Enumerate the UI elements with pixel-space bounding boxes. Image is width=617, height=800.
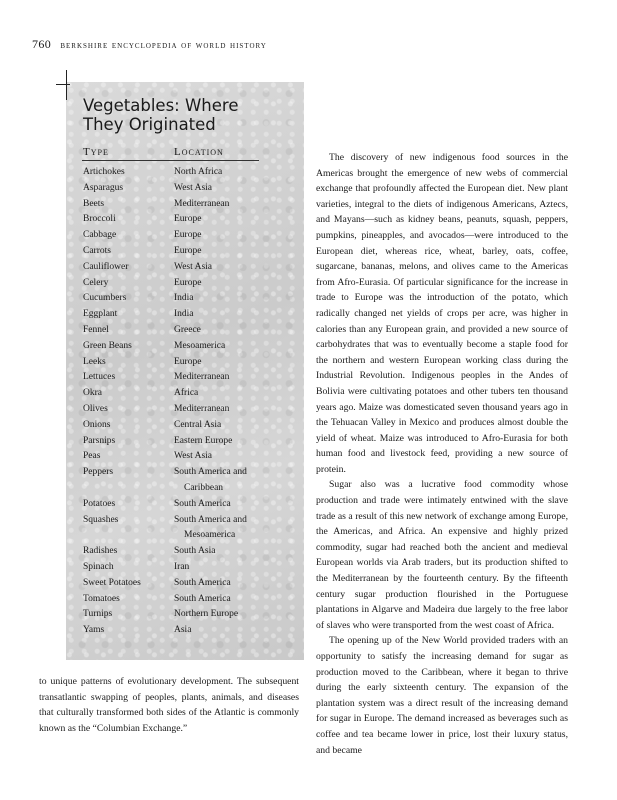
vegetable-location xyxy=(174,212,293,228)
table-row xyxy=(83,402,293,418)
vegetable-location xyxy=(174,386,293,402)
vegetable-location xyxy=(174,339,293,355)
running-title: berkshire encyclopedia of world history xyxy=(60,40,267,51)
vegetable-type: Fennel xyxy=(83,324,109,335)
vegetable-type: Parsnips xyxy=(83,435,116,446)
location-text: Northern Europe xyxy=(174,609,239,620)
table-row xyxy=(83,355,293,371)
vegetable-location xyxy=(174,497,293,513)
vegetable-type: Sweet Potatoes xyxy=(83,577,141,588)
location-text: West Asia xyxy=(174,182,213,193)
vegetable-location xyxy=(174,513,293,545)
vegetable-type: Olives xyxy=(83,403,108,414)
vegetable-type: Squashes xyxy=(83,514,119,525)
location-text: South America xyxy=(174,577,231,588)
table-row xyxy=(83,307,293,323)
table-row xyxy=(83,576,293,592)
column-header-type: Type xyxy=(83,146,109,158)
vegetable-type: Leeks xyxy=(83,356,106,367)
location-text: Europe xyxy=(174,214,202,225)
table-row xyxy=(83,212,293,228)
vegetable-type: Cabbage xyxy=(83,230,117,241)
vegetable-type: Okra xyxy=(83,388,102,399)
table-row xyxy=(83,291,293,307)
table-row xyxy=(83,623,293,639)
location-text: Asia xyxy=(174,625,192,636)
running-header xyxy=(32,37,267,52)
location-text: Central Asia xyxy=(174,419,222,430)
vegetable-type: Peppers xyxy=(83,467,114,478)
table-row xyxy=(83,165,293,181)
location-text: South America and xyxy=(174,467,247,478)
location-text: West Asia xyxy=(174,261,213,272)
table-row xyxy=(83,181,293,197)
table-row xyxy=(83,323,293,339)
table-row xyxy=(83,465,293,497)
corner-rule-vertical xyxy=(66,70,67,100)
column-header-location: Location xyxy=(174,146,224,158)
vegetable-location xyxy=(174,291,293,307)
table-row xyxy=(83,339,293,355)
table-row xyxy=(83,513,293,545)
vegetable-type: Onions xyxy=(83,419,111,430)
location-text: North Africa xyxy=(174,167,223,177)
body-paragraph-2: Sugar also was a lucrative food commodity whose production and trade were intimately entwined with the slave trade as a result of this new network of exchange among Europe, the Americas, and Africa. An expensive and highly prized commodity, sugar had reached both the ancient and medieval European worlds via Arab traders, but its production shifted to the Mediterranean by the fourteenth century. By the fifteenth century sugar production flourished in the Portuguese plantations in Algarve and Madeira due largely to the free labor of slaves who were transported from the west coast of Africa. xyxy=(316,479,568,631)
location-text: South America xyxy=(174,498,231,509)
vegetable-location xyxy=(174,355,293,371)
location-text: South America xyxy=(174,593,231,604)
vegetable-type: Turnips xyxy=(83,609,113,620)
body-right-column xyxy=(316,150,568,758)
vegetable-location xyxy=(174,544,293,560)
vegetable-type: Radishes xyxy=(83,546,118,557)
vegetable-location xyxy=(174,181,293,197)
location-text: Europe xyxy=(174,356,202,367)
table-row xyxy=(83,260,293,276)
table-row xyxy=(83,228,293,244)
vegetable-type: Lettuces xyxy=(83,372,116,383)
vegetable-type: Asparagus xyxy=(83,182,124,193)
vegetable-type: Green Beans xyxy=(83,340,132,351)
vegetable-location xyxy=(174,307,293,323)
location-text: Africa xyxy=(174,388,199,399)
table-row xyxy=(83,418,293,434)
corner-rule-horizontal xyxy=(56,84,70,85)
table-row xyxy=(83,449,293,465)
vegetable-type: Cucumbers xyxy=(83,293,127,304)
location-text: Mediterranean xyxy=(174,372,230,383)
vegetable-type: Peas xyxy=(83,451,101,462)
vegetable-location xyxy=(174,402,293,418)
vegetable-location xyxy=(174,592,293,608)
table-row xyxy=(83,197,293,213)
vegetable-type: Eggplant xyxy=(83,309,118,320)
vegetable-type: Potatoes xyxy=(83,498,116,509)
vegetable-type: Beets xyxy=(83,198,105,209)
location-text: South Asia xyxy=(174,546,216,557)
table-row xyxy=(83,386,293,402)
vegetable-location xyxy=(174,623,293,639)
vegetable-location xyxy=(174,465,293,497)
vegetable-location xyxy=(174,418,293,434)
table-row xyxy=(83,607,293,623)
table-row xyxy=(83,434,293,450)
vegetable-location xyxy=(174,560,293,576)
vegetable-location xyxy=(174,434,293,450)
vegetable-location xyxy=(174,576,293,592)
vegetable-location xyxy=(174,276,293,292)
location-text: Mediterranean xyxy=(174,403,230,414)
vegetable-type: Broccoli xyxy=(83,214,116,225)
vegetable-type: Artichokes xyxy=(83,167,125,177)
table-row xyxy=(83,544,293,560)
table-row xyxy=(83,592,293,608)
vegetable-location xyxy=(174,197,293,213)
location-text: India xyxy=(174,293,194,304)
table-row xyxy=(83,497,293,513)
table-row xyxy=(83,244,293,260)
vegetable-type: Carrots xyxy=(83,245,111,256)
vegetable-location xyxy=(174,370,293,386)
vegetable-location xyxy=(174,607,293,623)
sidebar-title xyxy=(83,96,293,134)
body-paragraph-3: The opening up of the New World provided traders with an opportunity to satisfy the increasing demand for sugar as production moved to the Caribbean, where it began to thrive during the early sixteenth century. The expansion of the plantation system was a direct result of the increasing demand for sugar in Europe. The demand increased as beverages such as coffee and tea became lower in price, lost their luxury status, and became xyxy=(316,635,568,756)
location-text: Mesoamerica xyxy=(174,340,226,351)
vegetable-type: Yams xyxy=(83,625,105,636)
sidebar-title-line2: They Originated xyxy=(83,115,216,134)
table-row xyxy=(83,370,293,386)
vegetables-table xyxy=(83,165,293,639)
location-text-continued: Caribbean xyxy=(184,482,224,493)
vegetable-location xyxy=(174,244,293,260)
location-text: South America and xyxy=(174,514,247,525)
vegetable-type: Celery xyxy=(83,277,109,288)
location-text: Eastern Europe xyxy=(174,435,233,446)
vegetable-location xyxy=(174,228,293,244)
body-paragraph-1: The discovery of new indigenous food sources in the Americas brought the emergence of new webs of commercial exchange that profoundly affected the European diet. New plant varieties, integral to the diets of indigenous Americans, Aztecs, and Mayans—such as kidney beans, peanuts, squash, peppers, pumpkins, pineapples, and avocados—were introduced to the European diet, whereas rice, wheat, barley, oats, coffee, sugarcane, bananas, melons, and olives came to the Americas from Afro-Eurasia. Of particular significance for the increase in trade to Europe was the introduction of the potato, which radically changed net yields of crops per acre, was higher in calories than any European grain, and provided a new source of carbohydrates that was to eventually become a staple food for the northern and western European working class during the Industrial Revolution. Indigenous peoples in the Andes of Bolivia were cultivating potatoes and other tubers ten thousand years ago. Maize was domesticated seven thousand years ago in the Tehuacan Valley in Mexico and produces almost double the yield of wheat. Maize was introduced to Afro-Eurasia for both human food and livestock feed, providing a new source of protein. xyxy=(316,152,568,475)
location-text: Mediterranean xyxy=(174,198,230,209)
page-number: 760 xyxy=(32,37,52,51)
location-text: India xyxy=(174,309,194,320)
location-text: West Asia xyxy=(174,451,213,462)
location-text: Greece xyxy=(174,324,201,335)
location-text-continued: Mesoamerica xyxy=(184,530,236,541)
location-text: Europe xyxy=(174,277,202,288)
location-text: Europe xyxy=(174,230,202,241)
vegetable-location xyxy=(174,323,293,339)
vegetable-type: Spinach xyxy=(83,561,114,572)
vegetable-location xyxy=(174,260,293,276)
header-rule xyxy=(82,160,259,161)
table-row xyxy=(83,276,293,292)
vegetable-type: Cauliflower xyxy=(83,261,129,272)
vegetable-location xyxy=(174,165,293,181)
table-row xyxy=(83,560,293,576)
sidebar-title-line1: Vegetables: Where xyxy=(83,96,239,115)
location-text: Iran xyxy=(174,561,190,572)
vegetable-type: Tomatoes xyxy=(83,593,120,604)
vegetable-location xyxy=(174,449,293,465)
body-left-paragraph: to unique patterns of evolutionary development. The subsequent transatlantic swapping of peoples, plants, animals, and diseases that culturally transformed both sides of the Atlantic is commonly known as the “Columbian Exchange.” xyxy=(39,676,299,734)
location-text: Europe xyxy=(174,245,202,256)
